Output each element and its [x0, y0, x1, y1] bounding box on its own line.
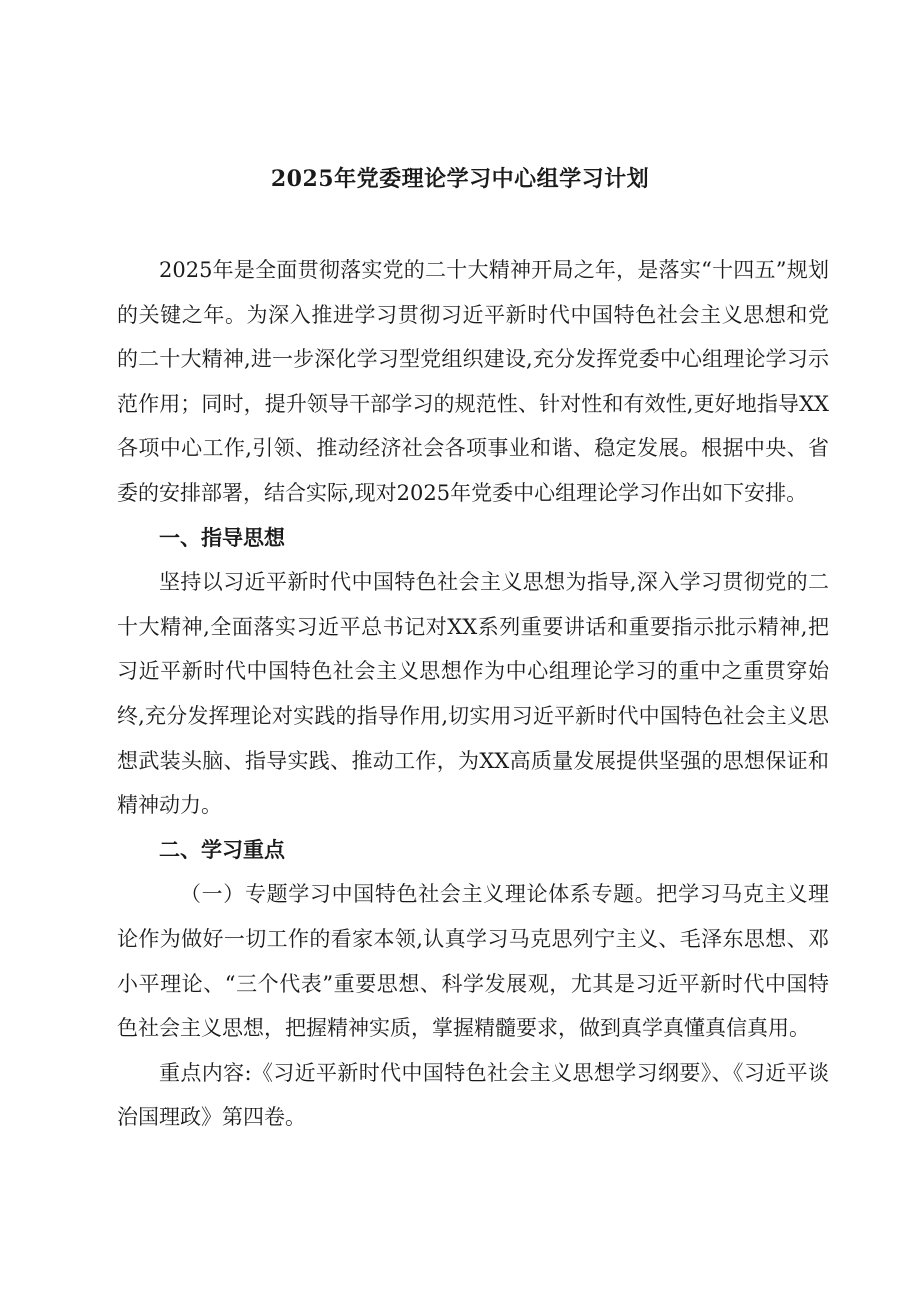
- section-2-key-content: 重点内容:《习近平新时代中国特色社会主义思想学习纲要》、《习近平谈治国理政》第四卷。: [117, 1060, 829, 1130]
- intro-paragraph: 2025年是全面贯彻落实党的二十大精神开局之年，是落实“十四五”规划的关键之年。为深入推进学习贯彻习近平新时代中国特色社会主义思想和党的二十大精神,进一步深化学习型党组织建设,充分发挥党委中心组理论学习示范作用；同时，提升领导干部学习的规范性、针对性和有效性,更好地指导XX各项中心工作,引领、推动经济社会各项事业和谐、稳定发展。根据中央、省委的安排部署，结合实际,现对2025年党委中心组理论学习作出如下安排。: [117, 258, 829, 505]
- section-2-item-1: （一）专题学习中国特色社会主义理论体系专题。把学习马克主义理论作为做好一切工作的看家本领,认真学习马克思列宁主义、毛泽东思想、邓小平理论、“三个代表”重要思想、科学发展观，尤其是习近平新时代中国特色社会主义思想，把握精神实质，掌握精髓要求，做到真学真懂真信真用。: [117, 882, 829, 1041]
- section-2-heading: 二、学习重点: [159, 836, 285, 862]
- document-title: 2025年党委理论学习中心组学习计划: [270, 166, 650, 192]
- section-1-heading: 一、指导思想: [159, 524, 285, 550]
- section-1-paragraph: 坚持以习近平新时代中国特色社会主义思想为指导,深入学习贯彻党的二十大精神,全面落实习近平总书记对XX系列重要讲话和重要指示批示精神,把习近平新时代中国特色社会主义思想作为中心组理论学习的重中之重贯穿始终,充分发挥理论对实践的指导作用,切实用习近平新时代中国特色社会主义思想武装头脑、指导实践、推动工作，为XX高质量发展提供坚强的思想保证和精神动力。: [117, 570, 829, 818]
- document-body: [117, 248, 829, 1140]
